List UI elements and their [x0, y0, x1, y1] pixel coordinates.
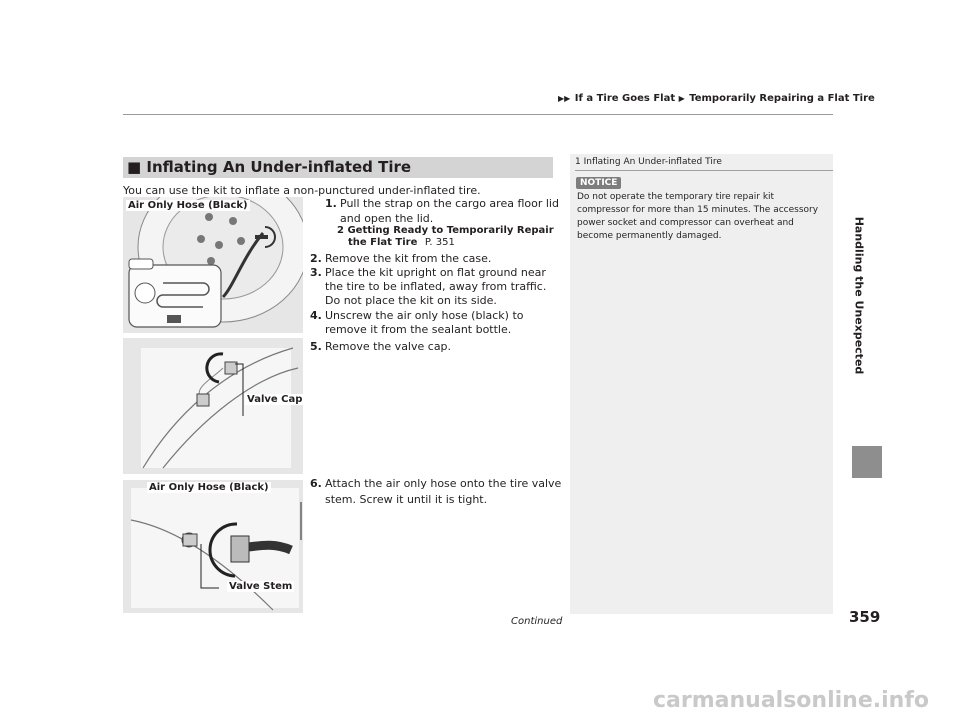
step-3: 3. Place the kit upright on flat ground near the tire to be inflated, away from traffic. Do not place the kit on its side. — [310, 266, 547, 307]
header-rule — [123, 114, 833, 115]
section-marker-icon: ■ — [127, 158, 142, 176]
breadcrumb — [558, 93, 875, 104]
figure-label-valve-cap: Valve Cap — [247, 394, 303, 405]
sidebar-text-line: become permanently damaged. — [577, 231, 722, 241]
notice-badge: NOTICE — [576, 177, 621, 189]
sidebar-heading: 1 Inflating An Under-inflated Tire — [575, 157, 722, 167]
breadcrumb-parent[interactable]: If a Tire Goes Flat — [574, 93, 676, 104]
cross-reference[interactable]: 2 Getting Ready to Temporarily Repair the Flat Tire P. 351 — [337, 225, 554, 248]
valve-stem-illustration — [123, 480, 303, 613]
figure-label-air-only-hose: Air Only Hose (Black) — [128, 200, 248, 211]
step-6: 6. Attach the air only hose onto the tire valve stem. Screw it until it is tight. — [310, 477, 562, 506]
breadcrumb-current: Temporarily Repairing a Flat Tire — [689, 93, 875, 104]
step-5: 5. Remove the valve cap. — [310, 340, 452, 353]
sidebar-rule — [575, 170, 833, 171]
section-title: ■ Inflating An Under-inflated Tire — [127, 158, 412, 176]
step-4: 4. Unscrew the air only hose (black) to remove it from the sealant bottle. — [310, 309, 524, 336]
figure-label-air-only-hose-2: Air Only Hose (Black) — [149, 482, 269, 493]
continued-label: Continued — [511, 616, 563, 627]
figure-valve-cap — [123, 338, 303, 474]
kit-illustration — [123, 197, 303, 333]
xref-arrow-icon: 2 — [337, 225, 344, 236]
sidebar-text-line: Do not operate the temporary tire repair kit — [577, 192, 775, 202]
sidebar-text-line: compressor for more than 15 minutes. The accessory — [577, 205, 819, 215]
breadcrumb-arrow-icon: ▶▶ — [558, 94, 571, 103]
figure-label-valve-stem: Valve Stem — [229, 581, 293, 592]
xref-page: P. 351 — [424, 237, 455, 248]
sidebar-text-line: power socket and compressor can overheat and — [577, 218, 794, 228]
chapter-tab-marker — [852, 446, 882, 478]
page-number: 359 — [849, 608, 881, 626]
step-2: 2. Remove the kit from the case. — [310, 252, 492, 265]
valve-cap-illustration — [123, 338, 303, 474]
breadcrumb-arrow-icon: ▶ — [678, 94, 685, 103]
chapter-tab-label: Handling the Unexpected — [852, 216, 866, 375]
watermark: carmanualsonline.info — [653, 688, 929, 713]
figure-kit-hose — [123, 197, 303, 333]
figure-valve-stem — [123, 480, 303, 613]
sidebar-marker-icon: 1 — [575, 157, 581, 167]
step-1: 1. Pull the strap on the cargo area floor lid and open the lid. — [325, 197, 559, 225]
intro-text: You can use the kit to inflate a non-punctured under-inflated tire. — [123, 184, 481, 197]
